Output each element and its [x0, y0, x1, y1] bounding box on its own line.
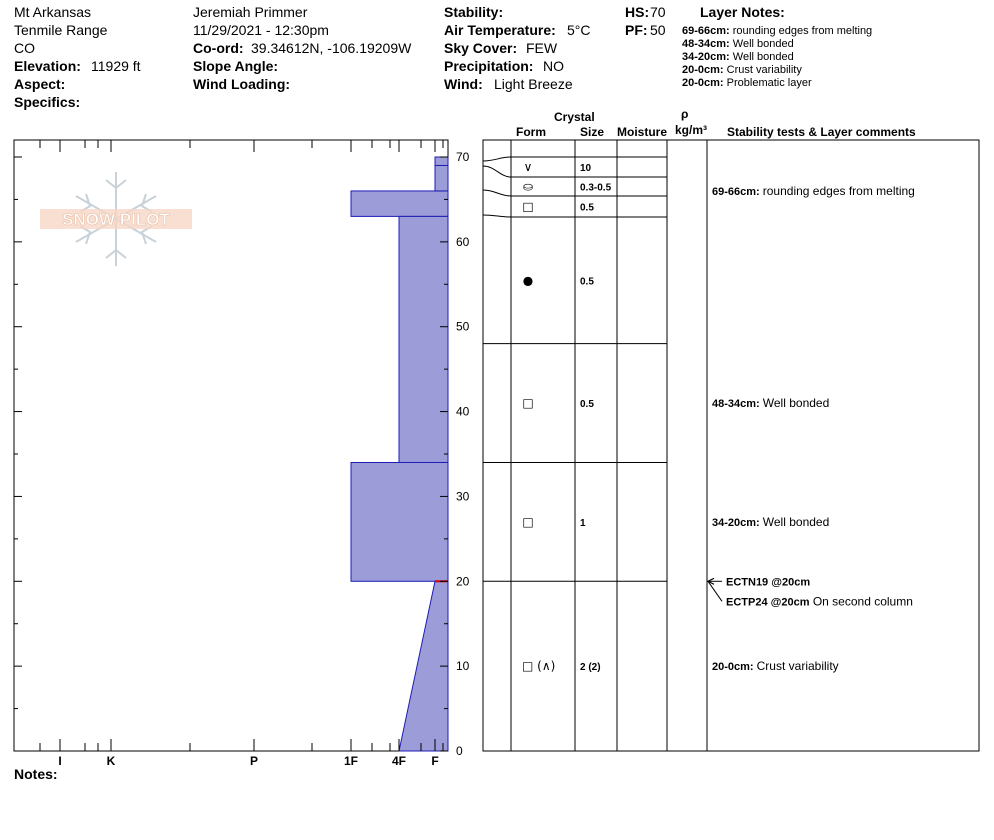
hardness-bar [399, 216, 448, 462]
stability-test [726, 576, 810, 588]
height-tick-label: 40 [456, 404, 470, 419]
hardness-tick-label: P [249, 754, 259, 768]
wind-label: Wind: [444, 76, 483, 92]
layer-note: 20-0cm: Problematic layer [682, 77, 812, 89]
location-name: Mt Arkansas [14, 4, 92, 20]
grain-form: □ [522, 199, 534, 214]
moisture-header: Moisture [617, 125, 668, 139]
grain-size: 0.5 [580, 399, 594, 411]
hardness-profile-frame [14, 140, 448, 751]
layer-boundary-connector [483, 215, 511, 217]
grain-form: ∨ [523, 160, 533, 174]
specifics-label: Specifics: [14, 94, 81, 110]
layer-boundary-connector [483, 157, 511, 161]
hardness-tick-label: 1F [343, 754, 359, 768]
notes-label: Notes: [14, 766, 58, 782]
pf-value: 50 [650, 22, 666, 38]
logo-text: SNOW PILOT [62, 210, 170, 229]
stability-test [726, 594, 913, 608]
layer-note: 20-0cm: Crust variability [682, 64, 802, 76]
hardness-tick-label: 4F [391, 754, 407, 768]
air-temperature-value: 5°C [567, 22, 591, 38]
snowpilot-logo [40, 172, 192, 266]
stability-comments-header: Stability tests & Layer comments [727, 125, 916, 139]
stability-comments [708, 184, 915, 673]
sky-cover-label: Sky Cover: [444, 40, 518, 56]
density-unit: kg/m³ [675, 123, 708, 137]
layer-table [483, 140, 979, 751]
grain-form: □ [522, 396, 534, 411]
hardness-tick-label: K [106, 754, 116, 768]
grain-size: 0.5 [580, 276, 594, 288]
hardness-bar [435, 157, 448, 165]
layer-note: 48-34cm: Well bonded [682, 38, 794, 50]
layer-comment-text: Well bonded [762, 396, 830, 411]
hardness-tick-label: I [58, 754, 62, 768]
coord-value: 39.34612N, -106.19209W [251, 40, 412, 56]
observation-datetime: 11/29/2021 - 12:30pm [193, 22, 329, 38]
wind-loading-label: Wind Loading: [193, 76, 291, 92]
hs-value: 70 [650, 4, 666, 20]
form-header: Form [516, 125, 546, 139]
hardness-tick-label: F [431, 754, 439, 768]
sky-cover-value: FEW [526, 40, 558, 56]
elevation-value: 11929 ft [91, 58, 141, 74]
layer-boundary-connector [483, 190, 511, 196]
hardness-bar [351, 462, 448, 581]
crystal-header: Crystal [554, 110, 595, 124]
mountain-range: Tenmile Range [14, 22, 108, 38]
layer-comment-text: rounding edges from melting [762, 183, 915, 198]
density-symbol: ρ [681, 107, 689, 121]
grain-form: ⛀ [522, 179, 534, 194]
size-header: Size [580, 125, 605, 139]
aspect-label: Aspect: [14, 76, 66, 92]
observer-name: Jeremiah Primmer [193, 4, 308, 20]
height-tick-label: 70 [456, 150, 470, 164]
hardness-bar [351, 191, 448, 216]
height-tick-label: 10 [456, 659, 470, 674]
layer-comment-range: 20-0cm: [712, 661, 757, 674]
hs-label: HS: [625, 4, 650, 20]
grain-size: 2 (2) [580, 662, 601, 674]
height-tick-label: 60 [456, 234, 470, 249]
layer-comment-text: Well bonded [762, 514, 830, 529]
grain-size: 1 [580, 517, 586, 529]
hardness-bar [435, 165, 448, 190]
grain-form: □ [522, 514, 534, 529]
grain-size: 0.3-0.5 [580, 182, 612, 194]
height-tick-label: 0 [456, 744, 463, 758]
state: CO [14, 40, 35, 56]
height-tick-label: 30 [456, 489, 470, 504]
layer-comment-text: Crust variability [756, 659, 839, 674]
stability-test-label: ECTP24 @20cm [726, 596, 810, 609]
wind-value: Light Breeze [494, 76, 573, 92]
layer-note: 69-66cm: rounding edges from melting [682, 25, 873, 37]
pf-label: PF: [625, 22, 648, 38]
coord-label: Co-ord: [193, 40, 244, 56]
hardness-bars [351, 157, 448, 751]
grain-size: 10 [580, 163, 592, 174]
layer-note: 34-20cm: Well bonded [682, 51, 794, 63]
precipitation-label: Precipitation: [444, 58, 534, 74]
slope-angle-label: Slope Angle: [193, 58, 279, 74]
layer-comment [712, 515, 829, 529]
elevation-label: Elevation: [14, 58, 81, 74]
layer-comment [712, 659, 839, 673]
layer-comment [712, 396, 829, 410]
layer-comment-range: 69-66cm: [712, 185, 763, 198]
height-tick-label: 20 [456, 574, 470, 589]
height-tick-label: 50 [456, 319, 470, 334]
stability-label: Stability: [444, 4, 504, 20]
layer-comment-range: 48-34cm: [712, 398, 763, 411]
grain-size: 0.5 [580, 202, 594, 214]
air-temperature-label: Air Temperature: [444, 22, 556, 38]
grain-form: ● [522, 273, 534, 288]
layer-comment [712, 184, 915, 198]
stability-test-leader [708, 581, 722, 601]
stability-test-note: On second column [809, 594, 913, 609]
layer-boundary-connector [483, 166, 511, 177]
stability-test-label: ECTN19 @20cm [726, 576, 811, 589]
layer-comment-range: 34-20cm: [712, 516, 763, 529]
hardness-axis [40, 140, 443, 768]
grain-form: □ (∧) [522, 659, 556, 674]
precipitation-value: NO [543, 58, 564, 74]
layer-notes-title: Layer Notes: [700, 4, 785, 20]
